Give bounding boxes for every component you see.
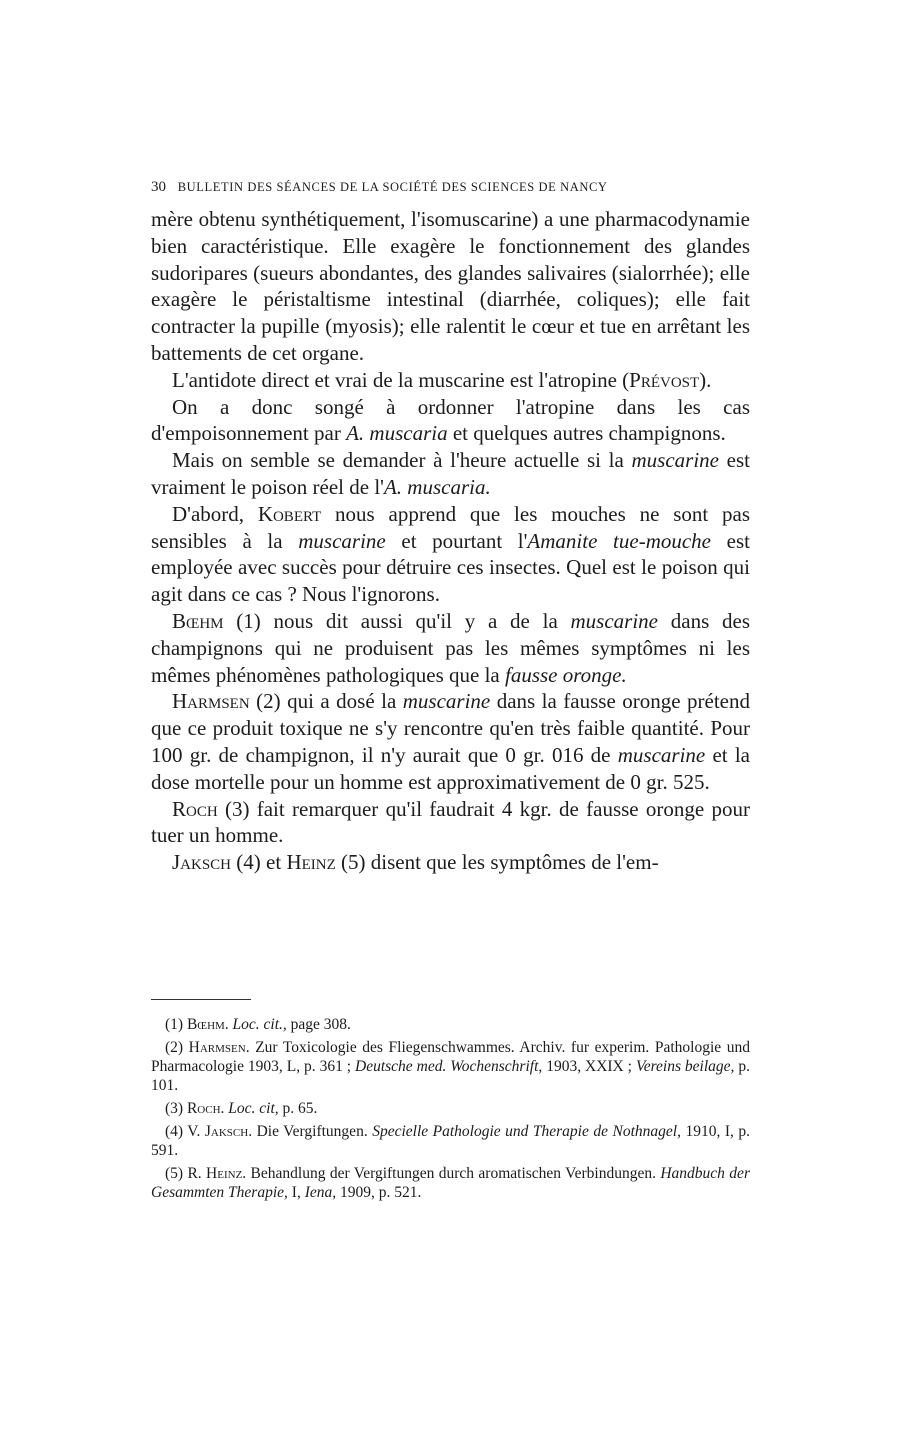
text-span: Mais on semble se demander à l'heure actuelle si la (172, 448, 632, 473)
author-name: Heinz. (206, 1165, 247, 1182)
author-name: Heinz (286, 850, 336, 875)
text-span: est vraiment le poison réel de l' (151, 448, 750, 499)
text-span: (2) qui a dosé la (249, 689, 403, 714)
text-span: (5) disent que les symptômes de l'em- (335, 850, 659, 875)
text-span: (2) (165, 1039, 189, 1056)
citation-italic: Deutsche med. Wochenschrift, (355, 1058, 543, 1075)
text-span: (1) nous dit aussi qu'il y a de la (223, 608, 571, 633)
footnote-3 (151, 1099, 750, 1118)
text-span: (3) fait remarquer qu'il faudrait 4 kgr. de fausse oronge pour tuer un homme. (151, 796, 750, 848)
author-name: Harmsen. (188, 1039, 250, 1056)
italic-term: muscarine (402, 689, 491, 714)
species-name: Amanite tue-mouche (527, 528, 712, 553)
text-span: I, (287, 1184, 305, 1201)
italic-term: muscarine (617, 742, 706, 767)
paragraph-4 (151, 447, 750, 501)
text-span: On a donc songé à ordonner l'atropine dans les cas d'empoisonnement par (151, 394, 750, 446)
paragraph-3 (151, 394, 750, 448)
author-name: Harmsen (172, 689, 250, 714)
citation-italic: Loc. cit, (228, 1100, 279, 1117)
text-span: est employée avec succès pour détruire ces insectes. Quel est le poison qui agit dans ce cas ? Nous l'ignorons. (151, 528, 750, 607)
paragraph-9 (151, 849, 750, 876)
text-span: (1) (165, 1016, 187, 1033)
footnote-4 (151, 1122, 750, 1160)
paragraph-1: mère obtenu synthétiquement, l'isomuscarine) a une pharmacodynamie bien caractéristique. Elle exagère le fonctionnement des glandes sudoripares (sueurs abondantes, des glandes salivaires (sialorrhée); elle exagère le péristaltisme intestinal (diarrhée, coliques); elle fait contracter la pupille (myosis); elle ralentit le cœur et tue en arrêtant les battements de cet organe. (151, 207, 750, 365)
footnote-2 (151, 1038, 750, 1095)
text-span: p. 101. (151, 1058, 751, 1094)
text-span: p. 65. (278, 1100, 318, 1117)
paragraph-2 (151, 367, 750, 394)
text-span: ). (699, 367, 712, 392)
text-span: 1910, I, p. 591. (151, 1123, 751, 1159)
text-span: Die Vergiftungen. (252, 1123, 373, 1140)
species-name: A. muscaria. (383, 474, 491, 499)
text-span: (5) R. (165, 1165, 207, 1182)
species-name: A. muscaria (346, 421, 448, 446)
author-name: Jaksch (172, 850, 232, 875)
author-name: Kobert (257, 501, 322, 526)
text-span: et la dose mortelle pour un homme est approximativement de 0 gr. 525. (151, 742, 751, 794)
citation-italic: Handbuch der Gesammten Therapie, (151, 1165, 750, 1201)
author-name: Bœhm (172, 608, 224, 633)
footnote-rule (151, 999, 251, 1000)
text-span: (4) et (231, 850, 287, 875)
text-span: 1903, XXIX ; (542, 1058, 636, 1075)
author-name: Roch. (186, 1100, 225, 1117)
author-name: Prévost (629, 367, 700, 392)
running-header (151, 179, 751, 196)
text-span: D'abord, (172, 501, 258, 526)
italic-term: muscarine (570, 608, 659, 633)
footnote-5 (151, 1164, 750, 1202)
text-span: 1909, p. 521. (336, 1184, 422, 1201)
text-span: Zur Toxicologie des Fliegenschwammes. Archiv. fur experim. Pathologie und Pharmacologie 1903, L, p. 361 ; (151, 1039, 750, 1075)
text-span: dans la fausse oronge prétend que ce produit toxique ne s'y rencontre qu'en très faible quantité. Pour 100 gr. de champignon, il n'y aurait que 0 gr. 016 de (151, 689, 750, 767)
italic-term: muscarine (298, 528, 386, 553)
footnotes (151, 1015, 750, 1206)
author-name: Jaksch. (204, 1123, 253, 1140)
page-number: 30 (151, 179, 166, 195)
text-span: (4) V. (165, 1123, 205, 1140)
italic-term: muscarine (631, 448, 719, 473)
citation-italic: Vereins beilage, (635, 1058, 735, 1075)
running-title: BULLETIN DES SÉANCES DE LA SOCIÉTÉ DES SCIENCES DE NANCY (177, 180, 608, 194)
paragraph-5 (151, 501, 750, 608)
text-span: page 308. (286, 1016, 351, 1033)
author-name: Bœhm. (186, 1016, 229, 1033)
citation-italic: Loc. cit., (232, 1016, 287, 1033)
author-name: Roch (172, 796, 218, 821)
citation-italic: Specielle Pathologie und Therapie de Nothnagel, (372, 1123, 681, 1140)
text-span: (3) (165, 1100, 187, 1117)
footnote-1 (151, 1015, 750, 1034)
body-text (151, 206, 750, 876)
text-span: et pourtant l' (385, 528, 528, 553)
text-span: L'antidote direct et vrai de la muscarine est l'atropine ( (172, 367, 630, 392)
paragraph-6 (151, 608, 750, 688)
paragraph-8 (151, 796, 750, 850)
text-span: Behandlung der Vergiftungen durch aromatischen Verbindungen. (246, 1165, 661, 1182)
text-span: dans des champignons qui ne produisent pas les mêmes symptômes ni les mêmes phénomènes pathologiques que la (151, 608, 750, 687)
text-span: et quelques autres champignons. (447, 421, 726, 446)
citation-italic: Iena, (304, 1184, 337, 1201)
paragraph-7 (151, 688, 750, 795)
italic-term: fausse oronge. (505, 662, 627, 687)
text-span: nous apprend que les mouches ne sont pas sensibles à la (151, 501, 750, 553)
